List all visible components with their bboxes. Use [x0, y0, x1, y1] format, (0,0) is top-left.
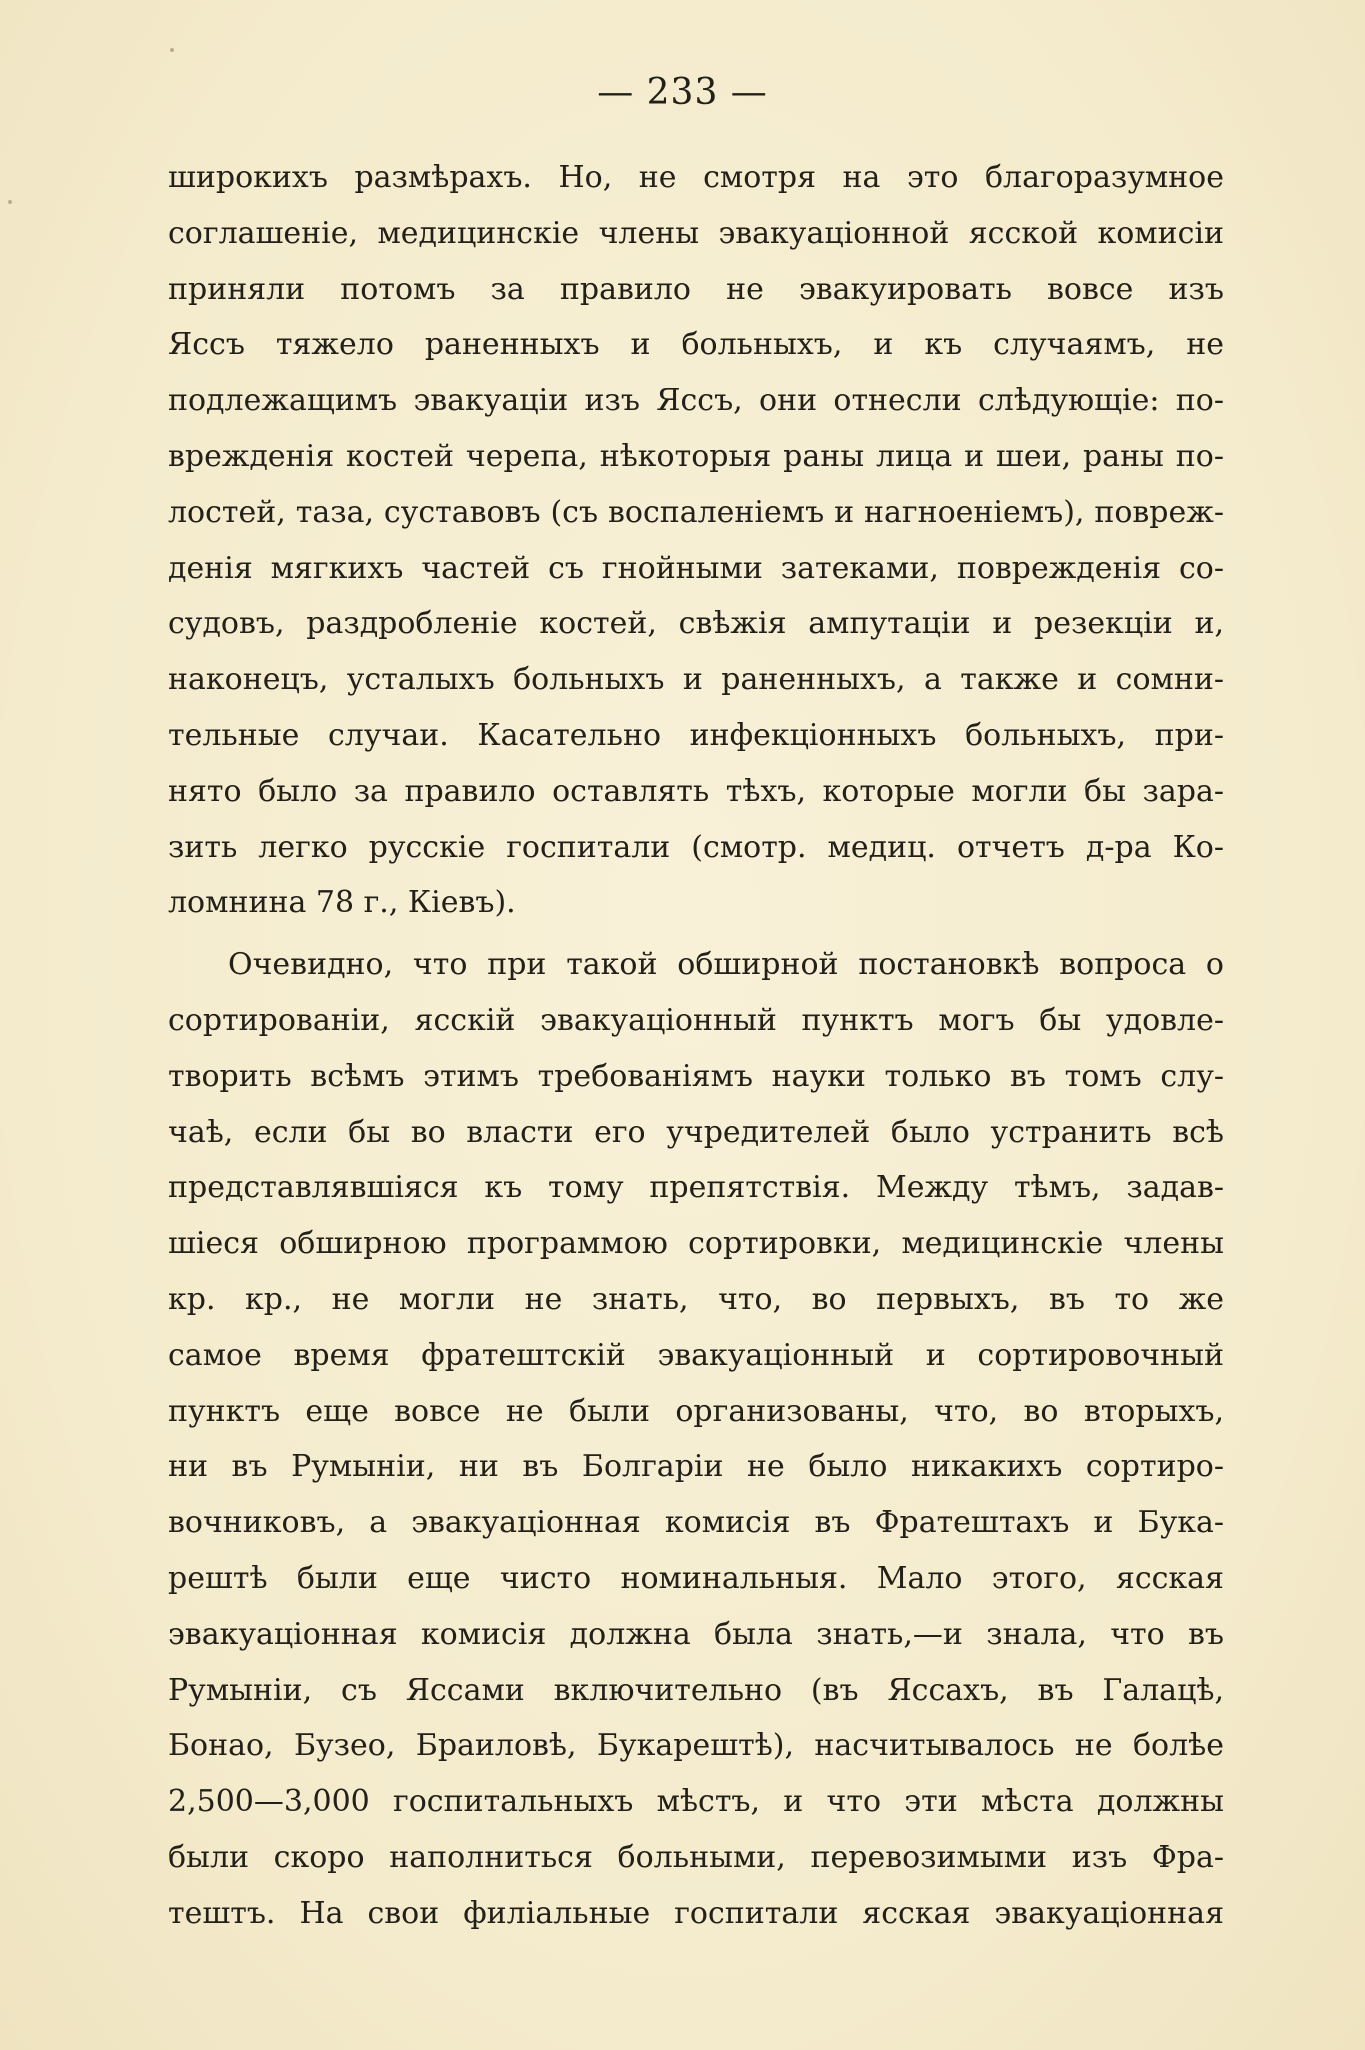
page-number: — 233 —: [597, 72, 768, 113]
text-line: приняли потомъ за правило не эвакуировать вовсе изъ: [168, 271, 1224, 307]
text-line: лостей, таза, суставовъ (съ воспаленіемъ и нагноеніемъ), повреж-: [168, 494, 1224, 530]
text-line: представлявшіяся къ тому препятствія. Между тѣмъ, задав-: [168, 1170, 1224, 1206]
text-line: эвакуаціонная комисія должна была знать,—и знала, что въ: [168, 1616, 1224, 1652]
text-line: пунктъ еще вовсе не были организованы, что, во вторыхъ,: [168, 1393, 1224, 1429]
text-line: зить легко русскіе госпитали (смотр. медиц. отчетъ д-ра Ко-: [168, 829, 1224, 865]
text-line: Очевидно, что при такой обширной постановкѣ вопроса о: [228, 947, 1224, 983]
text-line: тештъ. На свои филіальные госпитали ясская эвакуаціонная: [168, 1895, 1224, 1931]
text-line: шіеся обширною программою сортировки, медицинскіе члены: [168, 1226, 1224, 1262]
text-line: кр. кр., не могли не знать, что, во первыхъ, въ то же: [168, 1281, 1224, 1317]
text-line: подлежащимъ эвакуаціи изъ Яссъ, они отнесли слѣдующіе: по-: [168, 383, 1224, 419]
text-line: денія мягкихъ частей съ гнойными затеками, поврежденія со-: [168, 550, 1224, 586]
text-line: наконецъ, усталыхъ больныхъ и раненныхъ, а также и сомни-: [168, 662, 1224, 698]
paragraph-2: [168, 937, 1224, 1941]
paper-speck: [8, 200, 12, 204]
text-line: тельные случаи. Касательно инфекціонныхъ больныхъ, при-: [168, 717, 1224, 753]
text-line: Румыніи, съ Яссами включительно (въ Яссахъ, въ Галацѣ,: [168, 1672, 1224, 1708]
text-line: Яссъ тяжело раненныхъ и больныхъ, и къ случаямъ, не: [168, 327, 1224, 363]
text-line: чаѣ, если бы во власти его учредителей было устранить всѣ: [168, 1114, 1224, 1150]
text-line: ни въ Румыніи, ни въ Болгаріи не было никакихъ сортиро-: [168, 1449, 1224, 1485]
text-line: нято было за правило оставлять тѣхъ, которые могли бы зара-: [168, 773, 1224, 809]
text-line: 2,500—3,000 госпитальныхъ мѣстъ, и что эти мѣста должны: [168, 1784, 1224, 1820]
text-line: вочниковъ, а эвакуаціонная комисія въ Фратештахъ и Бука-: [168, 1505, 1224, 1541]
text-line: соглашеніе, медицинскіе члены эвакуаціонной ясской комисіи: [168, 215, 1224, 251]
text-line: творить всѣмъ этимъ требованіямъ науки только въ томъ слу-: [168, 1058, 1224, 1094]
text-line: врежденія костей черепа, нѣкоторыя раны лица и шеи, раны по-: [168, 438, 1224, 474]
paper-speck: [170, 48, 174, 52]
text-line: ломнина 78 г., Кіевъ).: [168, 885, 516, 921]
text-line: Бонао, Бузео, Браиловѣ, Букарештѣ), насчитывалось не болѣе: [168, 1728, 1224, 1764]
text-line: самое время фратештскій эвакуаціонный и сортировочный: [168, 1337, 1224, 1373]
text-line: широкихъ размѣрахъ. Но, не смотря на это благоразумное: [168, 160, 1224, 195]
text-line: сортированіи, ясскій эвакуаціонный пунктъ могъ бы удовле-: [168, 1002, 1224, 1038]
text-line: рештѣ были еще чисто номинальныя. Мало этого, ясская: [168, 1560, 1224, 1596]
body-text: [168, 150, 1224, 1942]
text-line: судовъ, раздробленіе костей, свѣжія ампутаціи и резекціи и,: [168, 606, 1224, 642]
text-line: были скоро наполниться больными, перевозимыми изъ Фра-: [168, 1839, 1224, 1875]
paragraph-1: [168, 150, 1224, 931]
